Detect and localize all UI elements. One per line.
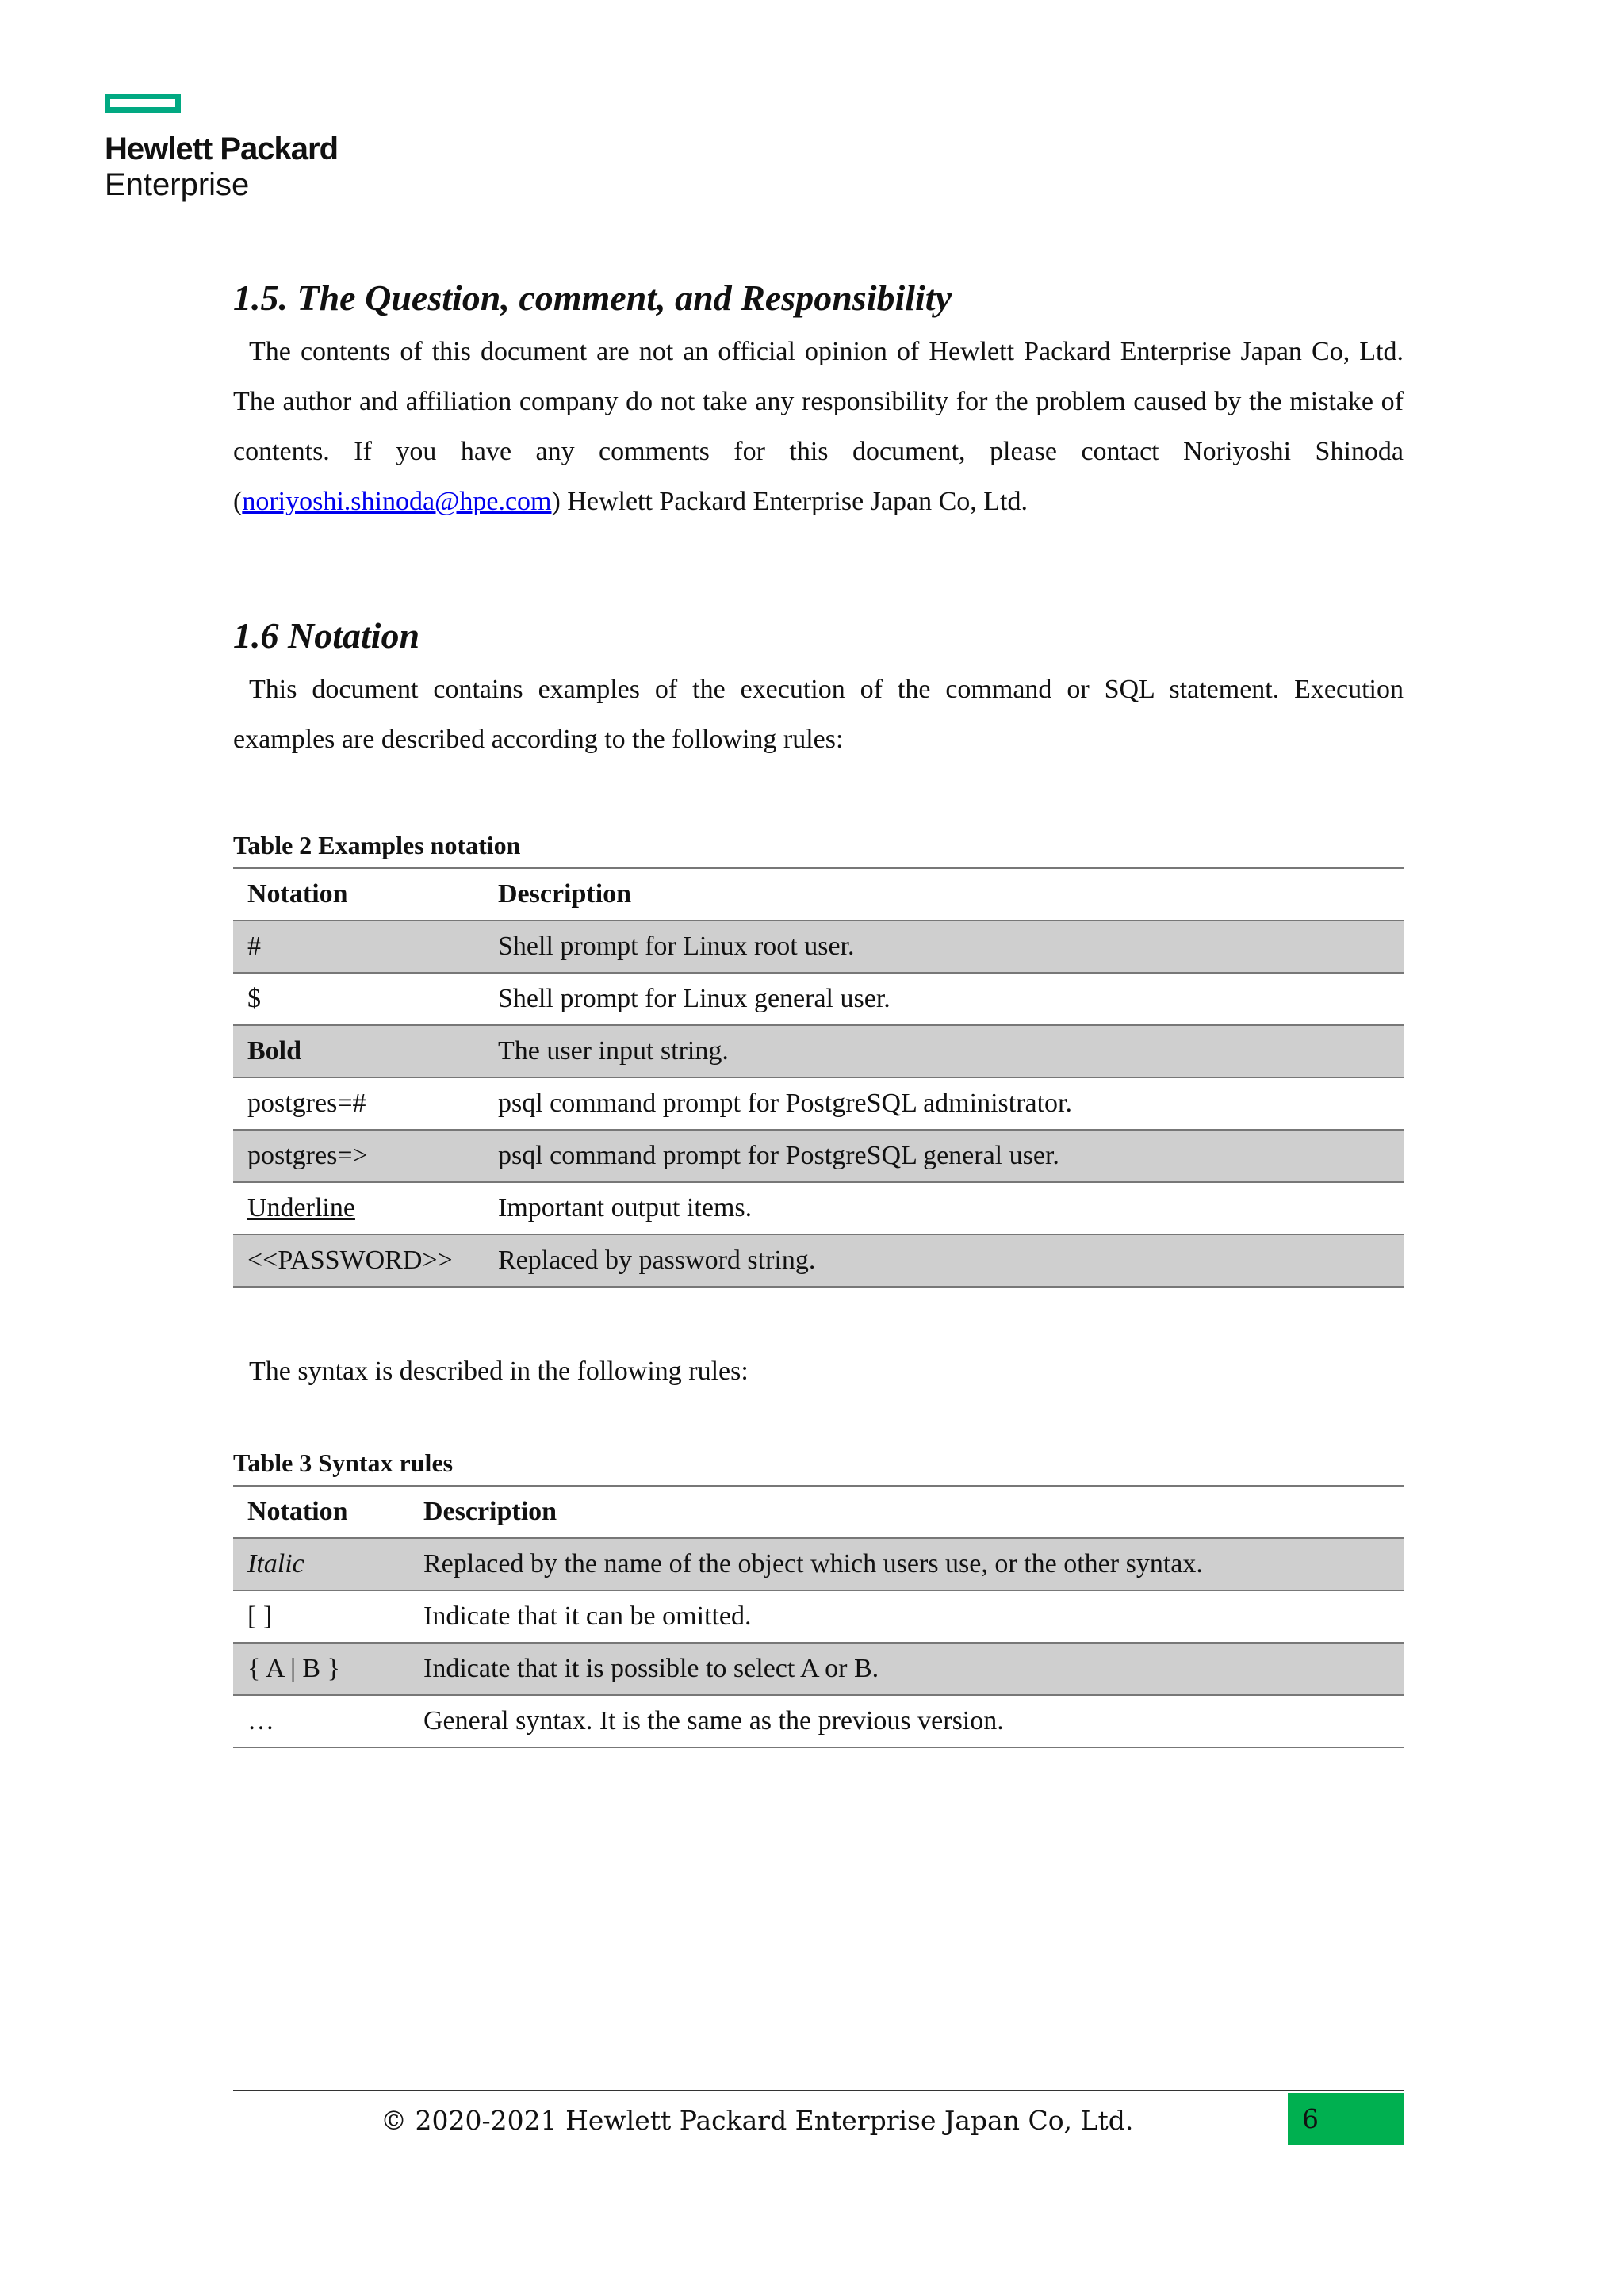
table3-header-description: Description <box>409 1486 1404 1538</box>
table2-description-cell: Replaced by password string. <box>484 1234 1404 1287</box>
table2-description-cell: Important output items. <box>484 1182 1404 1234</box>
table2-caption: Table 2 Examples notation <box>233 831 521 859</box>
table3-description-cell: General syntax. It is the same as the previous version. <box>409 1695 1404 1747</box>
section-1-5-paragraph <box>233 327 1404 526</box>
table2-header-description: Description <box>484 868 1404 920</box>
email-link[interactable]: noriyoshi.shinoda@hpe.com <box>242 487 552 516</box>
table-row <box>233 1695 1404 1747</box>
footer-copyright: © 2020-2021 Hewlett Packard Enterprise Japan Co, Ltd. <box>381 2105 1134 2136</box>
hpe-logo <box>105 94 338 203</box>
table3-syntax-rules <box>233 1485 1404 1748</box>
logo-text-line1: Hewlett Packard <box>105 132 339 166</box>
table3-notation-cell: Italic <box>233 1538 409 1590</box>
table3-notation-cell: … <box>233 1695 409 1747</box>
hpe-logo-mark-icon <box>105 94 181 113</box>
table-row <box>233 1234 1404 1287</box>
table2-notation-cell: <<PASSWORD>> <box>233 1234 484 1287</box>
table-row <box>233 1025 1404 1077</box>
section-notation <box>233 612 1404 1748</box>
table2-notation-cell: postgres=# <box>233 1077 484 1130</box>
table3-header-row <box>233 1486 1404 1538</box>
table2-examples-notation <box>233 867 1404 1288</box>
table-row <box>233 1538 1404 1590</box>
table3-caption: Table 3 Syntax rules <box>233 1448 454 1477</box>
table3-header-notation: Notation <box>233 1486 409 1538</box>
table3-description-cell: Replaced by the name of the object which users use, or the other syntax. <box>409 1538 1404 1590</box>
table-row <box>233 1130 1404 1182</box>
syntax-intro: The syntax is described in the following rules: <box>249 1357 749 1386</box>
page-number-box <box>1288 2093 1404 2145</box>
paragraph-text-before-link: The contents of this document are not an official opinion of Hewlett Packard Enterprise Japan Co, Ltd. The author and affiliation company do not take any responsibility for the problem caused by the mistake of contents. If you have any comments for this document, please contact Noriyoshi Shinoda ( <box>233 337 1404 516</box>
table2-description-cell: psql command prompt for PostgreSQL general user. <box>484 1130 1404 1182</box>
table3-description-cell: Indicate that it is possible to select A or B. <box>409 1643 1404 1695</box>
paragraph-text-after-link: ) Hewlett Packard Enterprise Japan Co, Ltd. <box>551 487 1028 516</box>
table2-notation-cell: Underline <box>233 1182 484 1234</box>
table-row <box>233 973 1404 1025</box>
table2-description-cell: psql command prompt for PostgreSQL administrator. <box>484 1077 1404 1130</box>
table-row <box>233 1077 1404 1130</box>
table-row <box>233 1643 1404 1695</box>
table-row <box>233 1590 1404 1643</box>
footer-divider <box>233 2090 1404 2091</box>
section-question-comment <box>233 274 1404 526</box>
table2-notation-cell: # <box>233 920 484 973</box>
table2-description-cell: Shell prompt for Linux root user. <box>484 920 1404 973</box>
table2-header-row <box>233 868 1404 920</box>
table2-description-cell: The user input string. <box>484 1025 1404 1077</box>
table3-description-cell: Indicate that it can be omitted. <box>409 1590 1404 1643</box>
table-row <box>233 1182 1404 1234</box>
table3-notation-cell: { A | B } <box>233 1643 409 1695</box>
table2-notation-cell: $ <box>233 973 484 1025</box>
section-title-1-6: 1.6 Notation <box>233 615 420 656</box>
table2-notation-cell: postgres=> <box>233 1130 484 1182</box>
page-number: 6 <box>1302 2103 1319 2134</box>
table2-header-notation: Notation <box>233 868 484 920</box>
table-row <box>233 920 1404 973</box>
table2-description-cell: Shell prompt for Linux general user. <box>484 973 1404 1025</box>
section-1-6-intro: This document contains examples of the execution of the command or SQL statement. Execution examples are described according to the following rules: <box>233 675 1404 754</box>
logo-text-line2: Enterprise <box>105 167 250 202</box>
table3-notation-cell: [ ] <box>233 1590 409 1643</box>
section-title-1-5: 1.5. The Question, comment, and Responsibility <box>233 277 952 318</box>
table2-notation-cell: Bold <box>233 1025 484 1077</box>
